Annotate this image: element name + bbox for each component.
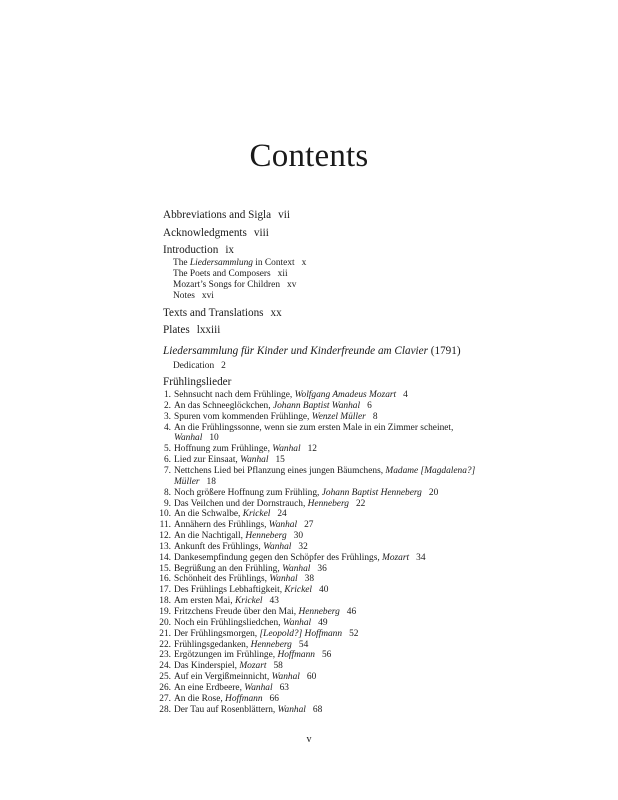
edition-heading bbox=[163, 344, 461, 358]
toc-page-number: 63 bbox=[279, 682, 289, 693]
song-entry[interactable] bbox=[157, 640, 308, 651]
song-number: 11. bbox=[159, 520, 171, 531]
song-title: Schönheit des Frühlings, bbox=[174, 574, 270, 585]
toc-page-number: 43 bbox=[269, 596, 279, 607]
toc-page-number: lxxiii bbox=[196, 324, 221, 336]
song-title: Noch größere Hoffnung zum Frühling, bbox=[174, 487, 322, 498]
song-number: 7. bbox=[163, 465, 171, 476]
edition-year: (1791) bbox=[430, 345, 461, 357]
song-composer: Krickel bbox=[234, 596, 263, 607]
song-number: 10. bbox=[159, 509, 171, 520]
toc-page-number: 24 bbox=[277, 509, 287, 520]
song-number: 20. bbox=[159, 617, 171, 628]
song-composer: Wolfgang Amadeus Mozart bbox=[294, 390, 397, 400]
toc-page-number: 27 bbox=[304, 520, 314, 531]
toc-page-number: 15 bbox=[275, 455, 285, 466]
song-title: An das Schneeglöckchen, bbox=[174, 400, 273, 411]
song-composer: Müller bbox=[174, 476, 200, 487]
song-number: 17. bbox=[159, 585, 171, 596]
song-number: 18. bbox=[159, 596, 171, 607]
song-entry[interactable] bbox=[157, 683, 289, 694]
song-composer: [Leopold?] Hoffmann bbox=[259, 628, 343, 639]
song-title: Sehnsucht nach dem Frühlinge, bbox=[174, 390, 295, 400]
toc-page-number: 34 bbox=[416, 552, 426, 563]
song-entry[interactable] bbox=[157, 596, 279, 607]
song-entry[interactable] bbox=[157, 629, 358, 640]
toc-subentry-notes[interactable] bbox=[173, 291, 214, 302]
toc-page-number: 36 bbox=[317, 563, 327, 574]
toc-page-number: viii bbox=[253, 227, 269, 239]
song-composer: Mozart bbox=[239, 661, 267, 672]
toc-page-number: 22 bbox=[355, 498, 366, 509]
song-composer: Henneberg bbox=[307, 498, 349, 509]
song-composer: Wanhal bbox=[272, 444, 301, 455]
song-entry[interactable] bbox=[157, 650, 331, 661]
song-composer: Mozart bbox=[382, 552, 410, 563]
song-number: 12. bbox=[159, 531, 171, 542]
toc-entry-dedication[interactable] bbox=[173, 361, 226, 372]
song-number: 28. bbox=[159, 704, 171, 715]
toc-entry-label: Notes bbox=[173, 291, 195, 301]
song-entry-continuation bbox=[174, 433, 219, 444]
toc-page-number: 18 bbox=[206, 476, 216, 487]
song-title: Des Frühlings Lebhaftigkeit, bbox=[174, 585, 285, 596]
song-composer: Wanhal bbox=[240, 455, 269, 466]
toc-entry-label: Acknowledgments bbox=[163, 227, 247, 239]
toc-page-number: 40 bbox=[319, 585, 329, 596]
song-composer: Hoffmann bbox=[277, 650, 315, 661]
song-entry[interactable] bbox=[157, 488, 438, 499]
song-number: 4. bbox=[163, 422, 171, 433]
song-composer: Madame [Magdalena?] bbox=[385, 465, 476, 476]
song-title: An die Rose, bbox=[174, 693, 226, 704]
song-title: Auf ein Vergißmeinnicht, bbox=[174, 672, 272, 683]
song-number: 5. bbox=[163, 444, 171, 455]
song-composer: Wanhal bbox=[269, 574, 298, 585]
song-number: 15. bbox=[159, 563, 171, 574]
page-title: Contents bbox=[249, 138, 369, 174]
toc-page-number: 68 bbox=[312, 704, 323, 715]
song-entry[interactable] bbox=[157, 705, 322, 716]
toc-entry-label: Texts and Translations bbox=[163, 307, 264, 319]
song-title: Spuren vom kommenden Frühlinge, bbox=[174, 411, 312, 422]
toc-page-number: 32 bbox=[298, 541, 308, 552]
toc-entry-label: in Context bbox=[252, 258, 295, 268]
toc-entry-label: The Poets and Composers bbox=[173, 269, 271, 279]
toc-page-number: ix bbox=[225, 244, 235, 256]
song-composer: Wenzel Müller bbox=[311, 411, 366, 422]
song-number: 23. bbox=[159, 650, 171, 661]
song-title: Nettchens Lied bei Pflanzung eines jungen Bäumchens, bbox=[174, 465, 386, 476]
toc-entry-acknowledgments[interactable] bbox=[163, 226, 269, 240]
song-entry[interactable] bbox=[157, 509, 287, 520]
toc-page-number: vii bbox=[278, 209, 290, 221]
song-entry[interactable] bbox=[157, 574, 314, 585]
song-composer: Johann Baptist Wanhal bbox=[272, 400, 361, 411]
song-number: 19. bbox=[159, 607, 171, 617]
toc-page-number: 4 bbox=[403, 390, 408, 400]
toc-page-number: 66 bbox=[269, 693, 279, 704]
toc-subentry-poets[interactable] bbox=[173, 269, 288, 280]
toc-page-number: 56 bbox=[321, 650, 332, 661]
song-entry[interactable] bbox=[157, 423, 453, 434]
song-number: 8. bbox=[163, 487, 171, 498]
song-number: 25. bbox=[159, 672, 171, 683]
toc-page-number: 58 bbox=[273, 661, 283, 672]
toc-page-number: 38 bbox=[304, 574, 314, 585]
song-number: 21. bbox=[159, 628, 171, 639]
song-composer: Johann Baptist Henneberg bbox=[321, 487, 422, 498]
edition-title: Liedersammlung für Kinder und Kinderfreunde am Clavier bbox=[163, 345, 428, 357]
song-title: Der Frühlingsmorgen, bbox=[174, 628, 260, 639]
song-title: Frühlingsgedanken, bbox=[174, 639, 251, 650]
toc-entry-abbreviations[interactable] bbox=[163, 208, 290, 222]
song-number: 16. bbox=[159, 574, 171, 585]
song-title: An die Frühlingssonne, wenn sie zum ersten Male in ein Zimmer scheinet, bbox=[174, 422, 454, 433]
song-number: 24. bbox=[159, 661, 171, 672]
song-number: 1. bbox=[163, 390, 171, 400]
toc-page-number: 46 bbox=[346, 607, 357, 617]
toc-entry-label: Mozart’s Songs for Children bbox=[173, 280, 281, 290]
song-composer: Wanhal bbox=[282, 617, 312, 628]
song-composer: Henneberg bbox=[245, 531, 287, 542]
song-composer: Krickel bbox=[284, 585, 313, 596]
toc-page-number: 12 bbox=[307, 444, 317, 455]
toc-subentry-context[interactable] bbox=[173, 258, 306, 269]
song-composer: Henneberg bbox=[298, 607, 340, 617]
song-title: Hoffnung zum Frühlinge, bbox=[174, 444, 273, 455]
song-title: Das Kinderspiel, bbox=[174, 661, 240, 672]
song-entry[interactable] bbox=[157, 499, 365, 510]
song-composer: Wanhal bbox=[244, 682, 273, 693]
song-number: 6. bbox=[163, 455, 171, 466]
song-composer: Wanhal bbox=[277, 704, 306, 715]
song-title: An eine Erdbeere, bbox=[174, 682, 245, 693]
song-composer: Wanhal bbox=[268, 520, 298, 531]
song-composer: Henneberg bbox=[250, 639, 292, 650]
toc-subentry-songs-for-children[interactable] bbox=[173, 280, 296, 291]
song-entry[interactable] bbox=[157, 455, 285, 466]
song-entry[interactable] bbox=[157, 585, 328, 596]
toc-page-number: 8 bbox=[372, 411, 378, 422]
toc-page-number: xx bbox=[270, 307, 282, 319]
song-title: Fritzchens Freude über den Mai, bbox=[174, 607, 299, 617]
toc-entry-label: Plates bbox=[163, 324, 190, 336]
song-title: Annähern des Frühlings, bbox=[174, 520, 269, 531]
toc-entry-label: Abbreviations and Sigla bbox=[163, 209, 272, 221]
song-composer: Wanhal bbox=[271, 672, 300, 683]
song-title: Begrüßung an den Frühling, bbox=[174, 563, 283, 574]
song-title: Das Veilchen und der Dornstrauch, bbox=[174, 498, 308, 509]
song-composer: Wanhal bbox=[282, 563, 311, 574]
toc-entry-texts-translations[interactable] bbox=[163, 306, 282, 320]
song-composer: Krickel bbox=[242, 509, 271, 520]
song-entry[interactable] bbox=[157, 618, 328, 629]
toc-page-number: xvi bbox=[201, 291, 214, 301]
song-entry[interactable] bbox=[157, 520, 313, 531]
toc-page-number: 52 bbox=[349, 628, 359, 639]
song-composer: Hoffmann bbox=[225, 693, 263, 704]
toc-page-number: 54 bbox=[298, 639, 309, 650]
section-heading-fruehlingslieder: Frühlingslieder bbox=[163, 376, 232, 388]
song-composer: Wanhal bbox=[174, 433, 203, 444]
toc-page-number: 49 bbox=[318, 617, 328, 628]
song-number: 9. bbox=[163, 498, 171, 509]
song-title: Dankesempfindung gegen den Schöpfer des Frühlings, bbox=[174, 552, 383, 563]
toc-page-number: 10 bbox=[209, 433, 219, 444]
song-entry[interactable] bbox=[157, 553, 426, 564]
song-title: Ergötzungen im Frühlinge, bbox=[174, 650, 278, 661]
toc-page-number: xv bbox=[287, 280, 297, 290]
toc-page-number: xii bbox=[277, 269, 288, 279]
song-composer: Wanhal bbox=[263, 541, 292, 552]
song-entry[interactable] bbox=[157, 607, 356, 618]
song-entry[interactable] bbox=[157, 694, 279, 705]
song-number: 26. bbox=[159, 682, 171, 693]
song-title: Noch ein Frühlingsliedchen, bbox=[174, 617, 283, 628]
toc-page-number: 2 bbox=[221, 361, 226, 371]
toc-entry-plates[interactable] bbox=[163, 323, 220, 337]
song-title: Ankunft des Frühlings, bbox=[174, 541, 264, 552]
song-entry[interactable] bbox=[157, 672, 316, 683]
toc-page-number: 30 bbox=[293, 531, 304, 542]
toc-entry-label: The bbox=[173, 258, 190, 268]
toc-entry-label-italic: Liedersammlung bbox=[189, 258, 253, 268]
song-entry[interactable] bbox=[157, 390, 408, 401]
song-title: An die Schwalbe, bbox=[174, 509, 243, 520]
song-number: 14. bbox=[159, 552, 171, 563]
toc-page-number: 6 bbox=[367, 400, 372, 411]
song-number: 2. bbox=[163, 400, 171, 411]
song-number: 22. bbox=[159, 639, 171, 650]
song-title: Lied zur Einsaat, bbox=[174, 455, 241, 466]
toc-entry-introduction[interactable] bbox=[163, 243, 234, 257]
toc-entry-label: Dedication bbox=[173, 361, 215, 371]
song-entry[interactable] bbox=[157, 401, 372, 412]
song-entry-continuation bbox=[174, 477, 216, 488]
song-entry[interactable] bbox=[157, 412, 378, 423]
song-title: An die Nachtigall, bbox=[174, 531, 246, 542]
toc-page-number: 20 bbox=[428, 487, 439, 498]
song-title: Am ersten Mai, bbox=[174, 596, 235, 607]
song-entry[interactable] bbox=[157, 531, 303, 542]
song-number: 3. bbox=[163, 411, 171, 422]
song-entry[interactable] bbox=[157, 542, 308, 553]
page-folio: v bbox=[306, 734, 312, 745]
song-entry[interactable] bbox=[157, 564, 327, 575]
song-title: Der Tau auf Rosenblättern, bbox=[174, 704, 278, 715]
song-number: 27. bbox=[159, 693, 171, 704]
song-number: 13. bbox=[159, 541, 171, 552]
song-entry[interactable] bbox=[157, 444, 317, 455]
song-entry[interactable] bbox=[157, 661, 283, 672]
toc-page-number: 60 bbox=[306, 672, 317, 683]
toc-page-number: x bbox=[301, 258, 307, 268]
toc-entry-label: Introduction bbox=[163, 244, 219, 256]
song-entry[interactable] bbox=[157, 466, 475, 477]
